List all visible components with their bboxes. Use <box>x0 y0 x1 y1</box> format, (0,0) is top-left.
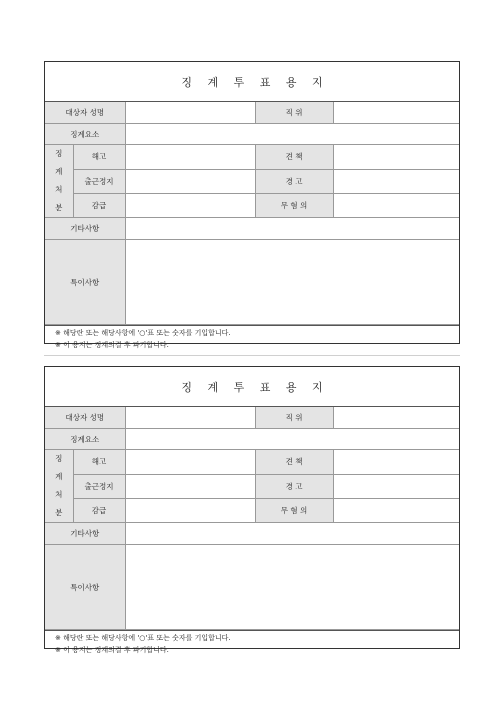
other-label: 기타사항 <box>45 523 125 545</box>
acquittal-label: 무 혐 의 <box>255 499 333 523</box>
other-field[interactable] <box>125 523 459 545</box>
punishment-label: 징 계 처 분 <box>45 450 73 523</box>
page-divider <box>44 355 460 356</box>
suspension-label: 출근정지 <box>73 169 125 194</box>
notes <box>45 630 459 656</box>
dismissal-label: 해고 <box>73 145 125 170</box>
name-field[interactable] <box>125 407 255 429</box>
suspension-field[interactable] <box>125 474 255 499</box>
position-field[interactable] <box>333 407 459 429</box>
ballot-table <box>45 407 459 630</box>
punishment-label: 징 계 처 분 <box>45 145 73 218</box>
other-label: 기타사항 <box>45 218 125 240</box>
name-field[interactable] <box>125 102 255 124</box>
form-title: 징 계 투 표 용 지 <box>45 367 459 407</box>
acquittal-label: 무 혐 의 <box>255 194 333 218</box>
pay-cut-field[interactable] <box>125 499 255 523</box>
pay-cut-label: 감급 <box>73 499 125 523</box>
position-label: 직 위 <box>255 407 333 429</box>
ballot-table <box>45 102 459 325</box>
special-field[interactable] <box>125 240 459 325</box>
acquittal-field[interactable] <box>333 194 459 218</box>
warning-field[interactable] <box>333 474 459 499</box>
note-line: ※ 해당란 또는 해당사항에 '○'표 또는 숫자를 기입합니다. <box>55 329 231 337</box>
ballot-form <box>44 61 460 349</box>
position-label: 직 위 <box>255 102 333 124</box>
form-title: 징 계 투 표 용 지 <box>45 62 459 102</box>
position-field[interactable] <box>333 102 459 124</box>
dismissal-label: 해고 <box>73 450 125 475</box>
acquittal-field[interactable] <box>333 499 459 523</box>
note-line: ※ 해당란 또는 해당사항에 '○'표 또는 숫자를 기입합니다. <box>55 634 231 642</box>
note-line: ※ 이 용지는 징계의결 후 파기합니다. <box>55 340 169 349</box>
warning-field[interactable] <box>333 169 459 194</box>
suspension-label: 출근정지 <box>73 474 125 499</box>
name-label: 대상자 성명 <box>45 407 125 429</box>
reprimand-field[interactable] <box>333 450 459 475</box>
dismissal-field[interactable] <box>125 450 255 475</box>
pay-cut-label: 감급 <box>73 194 125 218</box>
dismissal-field[interactable] <box>125 145 255 170</box>
notes <box>45 325 459 351</box>
note-line: ※ 이 용지는 징계의결 후 파기합니다. <box>55 645 169 654</box>
grounds-field[interactable] <box>125 124 459 145</box>
reprimand-field[interactable] <box>333 145 459 170</box>
reprimand-label: 견 책 <box>255 145 333 170</box>
special-field[interactable] <box>125 545 459 630</box>
grounds-label: 징계요소 <box>45 429 125 450</box>
reprimand-label: 견 책 <box>255 450 333 475</box>
ballot-form <box>44 366 460 654</box>
other-field[interactable] <box>125 218 459 240</box>
special-label: 특이사항 <box>45 545 125 630</box>
grounds-field[interactable] <box>125 429 459 450</box>
special-label: 특이사항 <box>45 240 125 325</box>
grounds-label: 징계요소 <box>45 124 125 145</box>
warning-label: 경 고 <box>255 474 333 499</box>
name-label: 대상자 성명 <box>45 102 125 124</box>
pay-cut-field[interactable] <box>125 194 255 218</box>
warning-label: 경 고 <box>255 169 333 194</box>
suspension-field[interactable] <box>125 169 255 194</box>
